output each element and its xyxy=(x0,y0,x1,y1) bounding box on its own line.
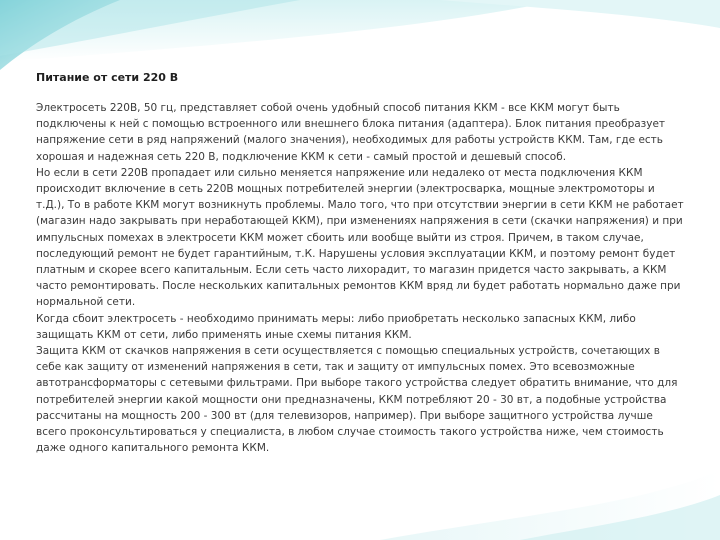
paragraph: Но если в сети 220В пропадает или сильно меняется напряжение или недалеко от места подключения ККМ происходит включение в сеть 220В мощных потребителей энергии (электросварка, мощные электромоторы и т.Д.), То в работе ККМ могут возникнуть проблемы. Мало того, что при отсутствии энергии в сети ККМ не работает (магазин надо закрывать при неработающей ККМ), при изменениях напряжения в сети (скачки напряжения) и при импульсных помехах в электросети ККМ может сбоить или вообще выйти из строя. Причем, в таком случае, последующий ремонт не будет гарантийным, т.К. Нарушены условия эксплуатации ККМ, и поэтому ремонт будет платным и скорее всего капитальным. Если сеть часто лихорадит, то магазин придется часто закрывать, а ККМ часто ремонтировать. После нескольких капитальных ремонтов ККМ вряд ли будет работать нормально даже при нормальной сети. xyxy=(36,166,684,309)
content-area xyxy=(36,70,686,456)
paragraph: Электросеть 220В, 50 гц, представляет собой очень удобный способ питания ККМ - все ККМ могут быть подключены к ней с помощью встроенного или внешнего блока питания (адаптера). Блок питания преобразует напряжение сети в ряд напряжений (малого значения), необходимых для работы устройств ККМ. Там, где есть хорошая и надежная сеть 220 В, подключение ККМ к сети - самый простой и дешевый способ. xyxy=(36,102,666,163)
body-text xyxy=(36,100,686,456)
slide-title: Питание от сети 220 В xyxy=(36,71,179,84)
paragraph: Защита ККМ от скачков напряжения в сети осуществляется с помощью специальных устройств, сочетающих в себе как защиту от изменений напряжения в сети, так и защиту от импульсных помех. Это всевозможные автотрансформаторы с сетевыми фильтрами. При выборе такого устройства следует обратить внимание, что для потребителей энергии какой мощности они предназначены, ККМ потребляют 20 - 30 вт, а подобные устройства рассчитаны на мощность 200 - 300 вт (для телевизоров, например). При выборе защитного устройства лучше всего проконсультироваться у специалиста, в любом случае стоимость такого устройства ниже, чем стоимость даже одного капитального ремонта ККМ. xyxy=(36,345,678,455)
paragraph: Когда сбоит электросеть - необходимо принимать меры: либо приобретать несколько запасных ККМ, либо защищать ККМ от сети, либо применять иные схемы питания ККМ. xyxy=(36,312,636,341)
